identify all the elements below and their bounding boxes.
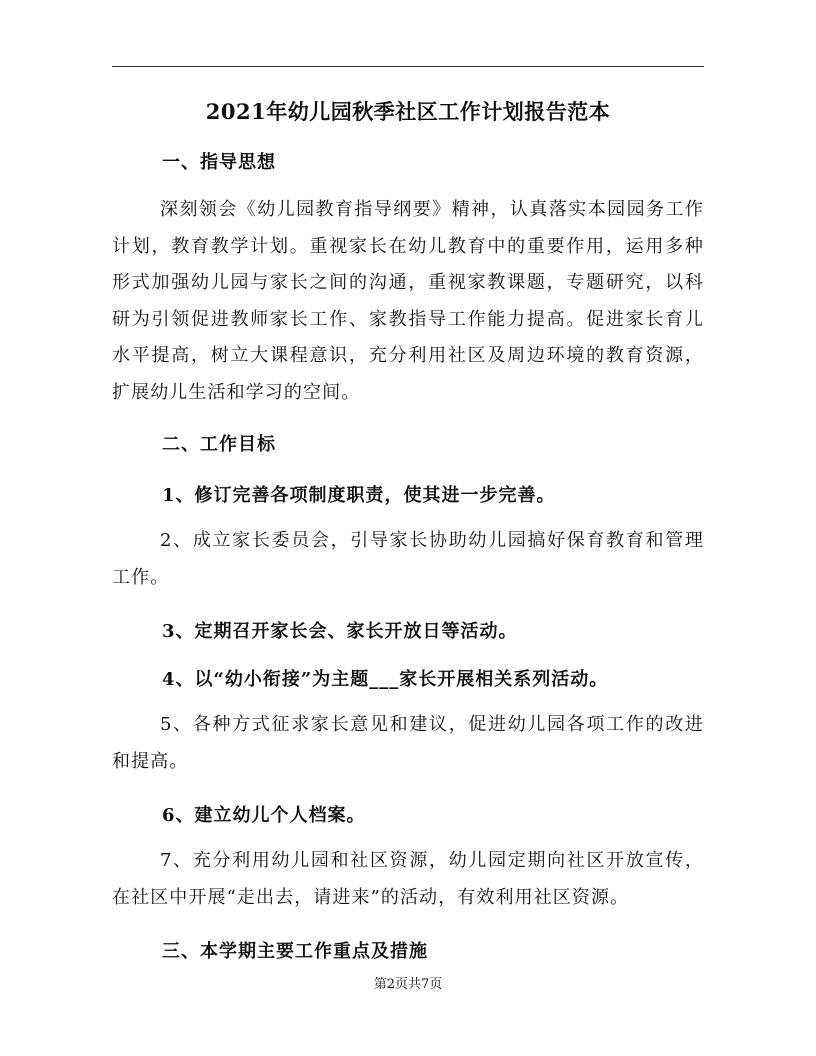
guiding-ideology-paragraph: 深刻领会《幼儿园教育指导纲要》精神，认真落实本园园务工作计划，教育教学计划。重视家长在幼儿教育中的重要作用，运用多种形式加强幼儿园与家长之间的沟通，重视家教课题，专题研究，以科研为引领促进教师家长工作、家教指导工作能力提高。促进家长育儿水平提高，树立大课程意识，充分利用社区及周边环境的教育资源，扩展幼儿生活和学习的空间。 (112, 199, 704, 403)
goal-item-3: 3、定期召开家长会、家长开放日等活动。 (162, 621, 518, 642)
goal-item-4: 4、以“幼小衔接”为主题___家长开展相关系列活动。 (162, 669, 609, 690)
document-title: 2021年幼儿园秋季社区工作计划报告范本 (205, 99, 611, 124)
goal-item-5: 5、各种方式征求家长意见和建议，促进幼儿园各项工作的改进和提高。 (112, 714, 704, 772)
goal-item-7: 7、充分利用幼儿园和社区资源，幼儿园定期向社区开放宣传，在社区中开展“走出去，请进来”的活动，有效利用社区资源。 (112, 850, 704, 908)
goal-item-1: 1、修订完善各项制度职责，使其进一步完善。 (162, 485, 556, 506)
section-heading-key-work: 三、本学期主要工作重点及措施 (162, 941, 428, 962)
section-heading-guiding-ideology: 一、指导思想 (162, 152, 276, 173)
goal-item-6: 6、建立幼儿个人档案。 (162, 805, 366, 826)
page-footer: 第2页共7页 (373, 977, 443, 992)
header-rule (112, 66, 704, 67)
goal-item-2: 2、成立家长委员会，引导家长协助幼儿园搞好保育教育和管理工作。 (112, 530, 704, 588)
section-heading-work-goals: 二、工作目标 (162, 434, 276, 455)
